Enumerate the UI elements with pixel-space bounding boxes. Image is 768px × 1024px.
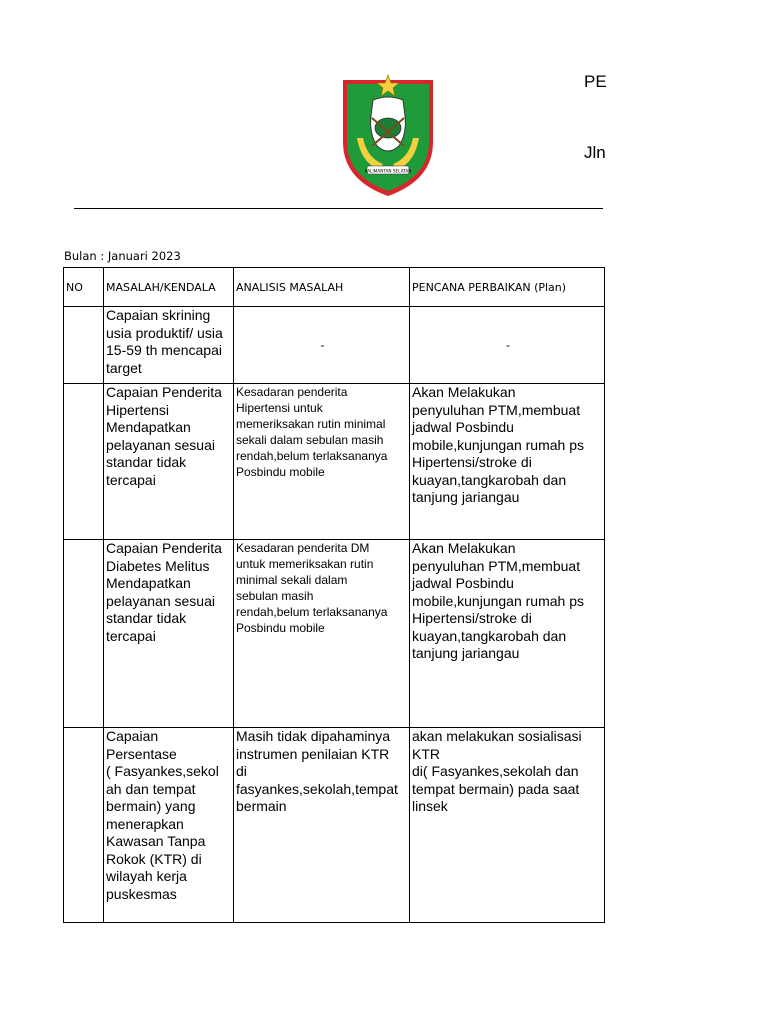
problem-analysis-table	[63, 267, 605, 923]
table-row	[64, 384, 605, 540]
cell-plan: Akan Melakukan penyuluhan PTM,membuat jadwal Posbindu mobile,kunjungan rumah ps Hipertensi/stroke di kuayan,tangkarobah dan tanjung jariangau	[410, 540, 605, 728]
cell-masalah: Capaian Penderita Hipertensi Mendapatkan pelayanan sesuai standar tidak tercapai	[104, 384, 234, 540]
cell-plan: Akan Melakukan penyuluhan PTM,membuat jadwal Posbindu mobile,kunjungan rumah ps Hipertensi/stroke di kuayan,tangkarobah dan tanjung jariangau	[410, 384, 605, 540]
column-header-masalah: MASALAH/KENDALA	[104, 268, 234, 307]
table-row	[64, 307, 605, 384]
cell-analisis: -	[234, 307, 410, 384]
header-title-line: PE	[584, 72, 607, 91]
cell-plan: akan melakukan sosialisasi KTR di( Fasyankes,sekolah dan tempat bermain) pada saat linsek	[410, 728, 605, 923]
cell-masalah: Capaian Penderita Diabetes Melitus Mendapatkan pelayanan sesuai standar tidak tercapai	[104, 540, 234, 728]
column-header-plan: PENCANA PERBAIKAN (Plan)	[410, 268, 605, 307]
cell-plan: -	[410, 307, 605, 384]
table-row	[64, 540, 605, 728]
cell-analisis: Kesadaran penderita Hipertensi untuk memeriksakan rutin minimal sekali dalam sebulan masih rendah,belum terlaksananya Posbindu mobile	[234, 384, 410, 540]
month-label: Bulan : Januari 2023	[64, 249, 181, 263]
provincial-emblem-logo	[339, 72, 437, 198]
header-address-line: Jln	[584, 143, 606, 162]
logo-motto-text: KALIMANTAN SELATAN	[364, 168, 412, 174]
cell-masalah: Capaian skrining usia produktif/ usia 15-59 th mencapai target	[104, 307, 234, 384]
cell-no	[64, 384, 104, 540]
cell-no	[64, 540, 104, 728]
table-row	[64, 728, 605, 923]
cell-no	[64, 728, 104, 923]
header-divider	[74, 208, 603, 209]
cell-masalah: Capaian Persentase ( Fasyankes,sekol ah dan tempat bermain) yang menerapkan Kawasan Tanpa Rokok (KTR) di wilayah kerja puskesmas	[104, 728, 234, 923]
cell-analisis: Kesadaran penderita DM untuk memeriksakan rutin minimal sekali dalam sebulan masih rendah,belum terlaksananya Posbindu mobile	[234, 540, 410, 728]
cell-no	[64, 307, 104, 384]
column-header-no: NO	[64, 268, 104, 307]
table-header-row	[64, 268, 605, 307]
cell-analisis: Masih tidak dipahaminya instrumen penilaian KTR di fasyankes,sekolah,tempat bermain	[234, 728, 410, 923]
column-header-analisis: ANALISIS MASALAH	[234, 268, 410, 307]
